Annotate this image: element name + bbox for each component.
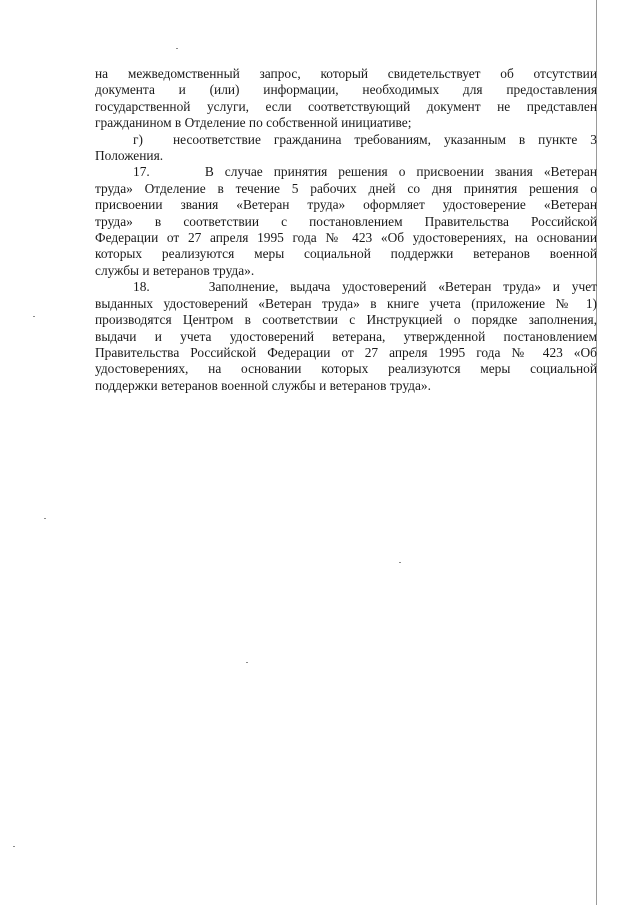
text-line: Положения. [95,148,164,164]
text-line-content: В случае принятия решения о присвоении звания «Ветеран [204,164,597,180]
text-line: гражданином в Отделение по собственной инициативе; [95,115,412,131]
scan-speck [13,846,15,847]
scan-speck [44,518,46,519]
text-line: удостоверениях, на основании которых реализуются меры социальной [95,361,597,377]
paragraph-18 [95,279,597,394]
text-line-content: Заполнение, выдача удостоверений «Ветеран труда» и учет [208,279,597,295]
scan-speck [33,316,35,317]
scan-speck [246,662,248,663]
text-line: Правительства Российской Федерации от 27 апреля 1995 года № 423 «Об [95,344,597,360]
text-line: производятся Центром в соответствии с Инструкцией о порядке заполнения, [95,312,597,328]
text-line: поддержки ветеранов военной службы и ветеранов труда». [95,377,431,393]
text-line: присвоении звания «Ветеран труда» оформляет удостоверение «Ветеран [95,197,597,213]
text-line: выдачи и учета удостоверений ветерана, утвержденной постановлением [95,328,597,344]
document-body [95,66,597,394]
scan-speck [176,48,178,49]
scan-speck [399,562,401,563]
text-line [95,279,597,295]
paragraph-17 [95,164,597,279]
text-line: труда» Отделение в течение 5 рабочих дней со дня принятия решения о [95,180,597,196]
text-line: труда» в соответствии с постановлением Правительства Российской [95,213,597,229]
text-line: документа и (или) информации, необходимых для предоставления [95,82,597,98]
text-line: выданных удостоверений «Ветеран труда» в книге учета (приложение № 1) [95,295,597,311]
text-line: Федерации от 27 апреля 1995 года № 423 «Об удостоверениях, на основании [95,230,597,246]
list-item-g [95,132,597,165]
text-line: службы и ветеранов труда». [95,262,255,278]
paragraph-number: 18. [133,279,150,295]
paragraph-intro [95,66,597,132]
paragraph-number: 17. [133,164,150,180]
list-marker: г) [133,131,143,147]
text-line: государственной услуги, если соответствующий документ не представлен [95,98,597,114]
text-line: на межведомственный запрос, который свидетельствует об отсутствии [95,66,597,81]
text-line: которых реализуются меры социальной поддержки ветеранов военной [95,246,597,262]
text-line-content: несоответствие гражданина требованиям, указанным в пункте 3 [173,131,597,147]
text-line [95,164,597,180]
text-line [95,132,597,148]
